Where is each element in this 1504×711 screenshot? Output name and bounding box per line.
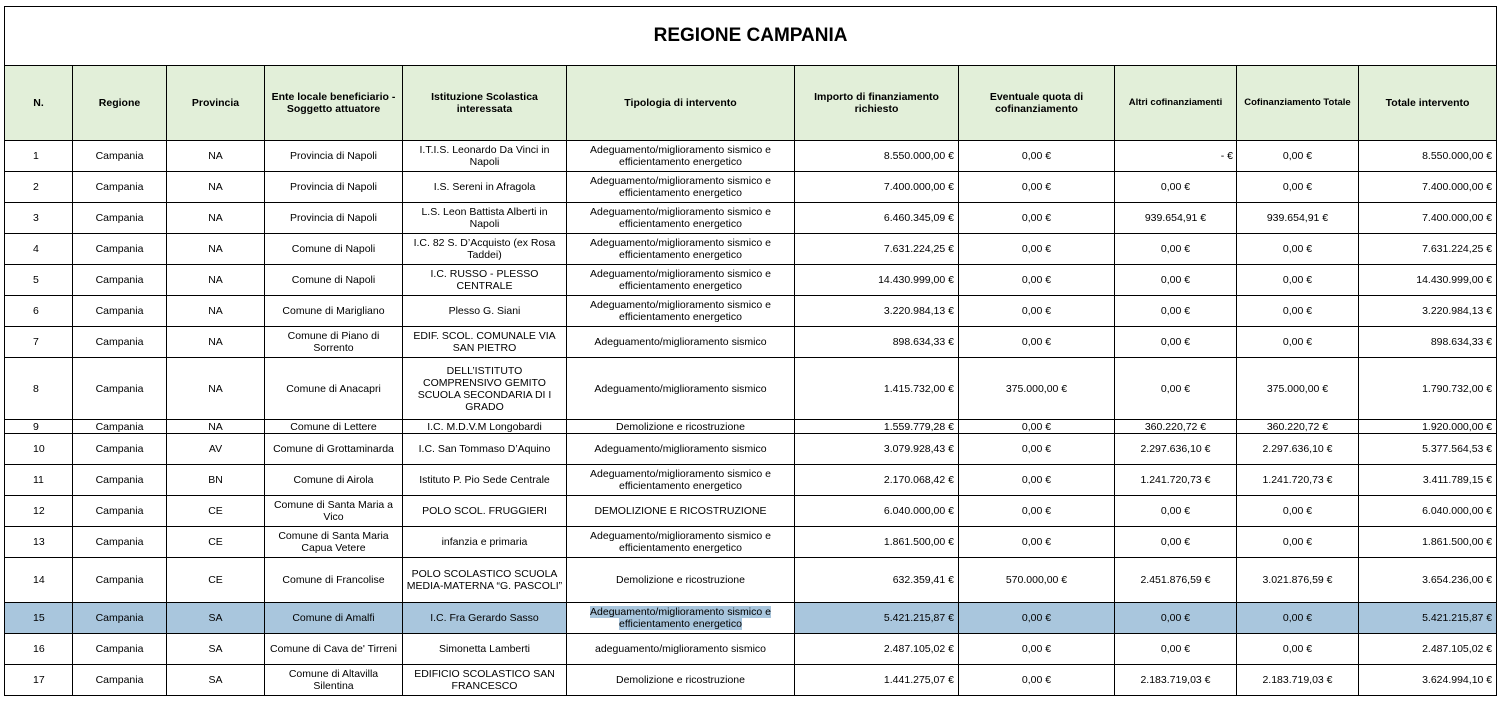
cell-provincia[interactable]: NA xyxy=(167,327,265,358)
cell-regione[interactable]: Campania xyxy=(73,465,167,496)
cell-provincia[interactable]: NA xyxy=(167,234,265,265)
cell-quota[interactable]: 0,00 € xyxy=(959,296,1115,327)
table-row[interactable] xyxy=(5,434,1497,465)
cell-totale[interactable]: 3.654.236,00 € xyxy=(1359,558,1497,603)
cell-ente[interactable]: Comune di Napoli xyxy=(265,265,403,296)
cell-ente[interactable]: Comune di Santa Maria Capua Vetere xyxy=(265,527,403,558)
cell-ente[interactable]: Provincia di Napoli xyxy=(265,141,403,172)
cell-regione[interactable]: Campania xyxy=(73,234,167,265)
cell-istituzione[interactable]: I.C. San Tommaso D’Aquino xyxy=(403,434,567,465)
table-row[interactable] xyxy=(5,420,1497,434)
cell-regione[interactable]: Campania xyxy=(73,558,167,603)
cell-tipologia[interactable]: DEMOLIZIONE E RICOSTRUZIONE xyxy=(567,496,795,527)
cell-altri[interactable]: 1.241.720,73 € xyxy=(1115,465,1237,496)
cell-altri[interactable]: 0,00 € xyxy=(1115,234,1237,265)
cell-n[interactable]: 4 xyxy=(5,234,73,265)
cell-n[interactable]: 3 xyxy=(5,203,73,234)
cell-istituzione[interactable]: I.S. Sereni in Afragola xyxy=(403,172,567,203)
cell-istituzione[interactable]: EDIF. SCOL. COMUNALE VIA SAN PIETRO xyxy=(403,327,567,358)
cell-provincia[interactable]: CE xyxy=(167,527,265,558)
cell-n[interactable]: 8 xyxy=(5,358,73,420)
cell-totale[interactable]: 3.624.994,10 € xyxy=(1359,665,1497,696)
cell-importo[interactable]: 14.430.999,00 € xyxy=(795,265,959,296)
cell-provincia[interactable]: BN xyxy=(167,465,265,496)
cell-altri[interactable]: 0,00 € xyxy=(1115,603,1237,634)
cell-istituzione[interactable]: Istituto P. Pio Sede Centrale xyxy=(403,465,567,496)
cell-importo[interactable]: 1.861.500,00 € xyxy=(795,527,959,558)
cell-ente[interactable]: Comune di Lettere xyxy=(265,420,403,434)
cell-provincia[interactable]: SA xyxy=(167,603,265,634)
cell-regione[interactable]: Campania xyxy=(73,434,167,465)
cell-importo[interactable]: 898.634,33 € xyxy=(795,327,959,358)
cell-ente[interactable]: Comune di Santa Maria a Vico xyxy=(265,496,403,527)
cell-n[interactable]: 6 xyxy=(5,296,73,327)
cell-ente[interactable]: Comune di Francolise xyxy=(265,558,403,603)
cell-importo[interactable]: 8.550.000,00 € xyxy=(795,141,959,172)
table-body xyxy=(5,141,1497,696)
cell-ente[interactable]: Comune di Altavilla Silentina xyxy=(265,665,403,696)
cell-cofin-tot[interactable]: 360.220,72 € xyxy=(1237,420,1359,434)
header-ente: Ente locale beneficiario - Soggetto attuatore xyxy=(265,66,403,141)
cell-importo[interactable]: 1.441.275,07 € xyxy=(795,665,959,696)
cell-provincia[interactable]: NA xyxy=(167,203,265,234)
cell-n[interactable]: 14 xyxy=(5,558,73,603)
cell-ente[interactable]: Comune di Napoli xyxy=(265,234,403,265)
cell-tipologia[interactable]: Demolizione e ricostruzione xyxy=(567,665,795,696)
cell-quota[interactable]: 0,00 € xyxy=(959,634,1115,665)
cell-quota[interactable]: 0,00 € xyxy=(959,434,1115,465)
cell-altri[interactable]: 0,00 € xyxy=(1115,296,1237,327)
cell-ente[interactable]: Comune di Piano di Sorrento xyxy=(265,327,403,358)
cell-regione[interactable]: Campania xyxy=(73,420,167,434)
cell-n[interactable]: 12 xyxy=(5,496,73,527)
cell-cofin-tot[interactable]: 375.000,00 € xyxy=(1237,358,1359,420)
cell-n[interactable]: 1 xyxy=(5,141,73,172)
cell-altri[interactable]: 2.451.876,59 € xyxy=(1115,558,1237,603)
cell-regione[interactable]: Campania xyxy=(73,141,167,172)
cell-regione[interactable]: Campania xyxy=(73,496,167,527)
cell-provincia[interactable]: CE xyxy=(167,558,265,603)
cell-quota[interactable]: 375.000,00 € xyxy=(959,358,1115,420)
page-title: REGIONE CAMPANIA xyxy=(5,7,1497,66)
cell-tipologia[interactable]: Adeguamento/miglioramento sismico e efficientamento energetico xyxy=(567,141,795,172)
header-row xyxy=(5,66,1497,141)
header-regione: Regione xyxy=(73,66,167,141)
cell-cofin-tot[interactable]: 0,00 € xyxy=(1237,496,1359,527)
table-row[interactable] xyxy=(5,358,1497,420)
cell-cofin-tot[interactable]: 0,00 € xyxy=(1237,327,1359,358)
cell-n[interactable]: 17 xyxy=(5,665,73,696)
cell-provincia[interactable]: CE xyxy=(167,496,265,527)
cell-n[interactable]: 15 xyxy=(5,603,73,634)
cell-ente[interactable]: Comune di Anacapri xyxy=(265,358,403,420)
cell-altri[interactable]: 2.183.719,03 € xyxy=(1115,665,1237,696)
table-row[interactable] xyxy=(5,203,1497,234)
cell-totale[interactable]: 1.920.000,00 € xyxy=(1359,420,1497,434)
cell-quota[interactable]: 0,00 € xyxy=(959,327,1115,358)
cell-importo[interactable]: 7.400.000,00 € xyxy=(795,172,959,203)
cell-totale[interactable]: 6.040.000,00 € xyxy=(1359,496,1497,527)
cell-n[interactable]: 11 xyxy=(5,465,73,496)
cell-tipologia[interactable]: Demolizione e ricostruzione xyxy=(567,420,795,434)
cell-cofin-tot[interactable]: 2.183.719,03 € xyxy=(1237,665,1359,696)
cell-quota[interactable]: 0,00 € xyxy=(959,141,1115,172)
cell-cofin-tot[interactable]: 0,00 € xyxy=(1237,172,1359,203)
cell-importo[interactable]: 2.487.105,02 € xyxy=(795,634,959,665)
cell-altri[interactable]: 0,00 € xyxy=(1115,265,1237,296)
cell-importo[interactable]: 6.040.000,00 € xyxy=(795,496,959,527)
cell-provincia[interactable]: NA xyxy=(167,296,265,327)
cell-regione[interactable]: Campania xyxy=(73,203,167,234)
cell-ente[interactable]: Comune di Airola xyxy=(265,465,403,496)
cell-n[interactable]: 5 xyxy=(5,265,73,296)
cell-provincia[interactable]: NA xyxy=(167,420,265,434)
cell-ente[interactable]: Comune di Cava de' Tirreni xyxy=(265,634,403,665)
cell-importo[interactable]: 2.170.068,42 € xyxy=(795,465,959,496)
cell-tipologia[interactable]: Adeguamento/miglioramento sismico e efficientamento energetico xyxy=(567,265,795,296)
cell-regione[interactable]: Campania xyxy=(73,665,167,696)
cell-totale[interactable]: 5.377.564,53 € xyxy=(1359,434,1497,465)
cell-cofin-tot[interactable]: 0,00 € xyxy=(1237,603,1359,634)
cell-importo[interactable]: 1.415.732,00 € xyxy=(795,358,959,420)
table-row[interactable] xyxy=(5,527,1497,558)
cell-istituzione[interactable]: Plesso G. Siani xyxy=(403,296,567,327)
header-totale: Totale intervento xyxy=(1359,66,1497,141)
cell-istituzione[interactable]: Simonetta Lamberti xyxy=(403,634,567,665)
cell-importo[interactable]: 1.559.779,28 € xyxy=(795,420,959,434)
cell-ente[interactable]: Comune di Amalfi xyxy=(265,603,403,634)
cell-tipologia[interactable]: Adeguamento/miglioramento sismico e efficientamento energetico xyxy=(567,172,795,203)
table-row[interactable] xyxy=(5,665,1497,696)
cell-totale[interactable]: 898.634,33 € xyxy=(1359,327,1497,358)
cell-regione[interactable]: Campania xyxy=(73,265,167,296)
cell-istituzione[interactable]: POLO SCOL. FRUGGIERI xyxy=(403,496,567,527)
cell-provincia[interactable]: NA xyxy=(167,358,265,420)
cell-istituzione[interactable]: I.C. Fra Gerardo Sasso xyxy=(403,603,567,634)
cell-cofin-tot[interactable]: 0,00 € xyxy=(1237,234,1359,265)
cell-altri[interactable]: 0,00 € xyxy=(1115,172,1237,203)
cell-importo[interactable]: 7.631.224,25 € xyxy=(795,234,959,265)
cell-totale[interactable]: 1.790.732,00 € xyxy=(1359,358,1497,420)
cell-provincia[interactable]: NA xyxy=(167,265,265,296)
cell-tipologia[interactable]: Adeguamento/miglioramento sismico xyxy=(567,358,795,420)
header-provincia: Provincia xyxy=(167,66,265,141)
cell-totale[interactable]: 1.861.500,00 € xyxy=(1359,527,1497,558)
cell-cofin-tot[interactable]: 2.297.636,10 € xyxy=(1237,434,1359,465)
header-cofin-tot: Cofinanziamento Totale xyxy=(1237,66,1359,141)
cell-totale[interactable]: 5.421.215,87 € xyxy=(1359,603,1497,634)
table-row[interactable] xyxy=(5,234,1497,265)
cell-quota[interactable]: 0,00 € xyxy=(959,496,1115,527)
cell-tipologia[interactable]: Adeguamento/miglioramento sismico e efficientamento energetico xyxy=(567,527,795,558)
table-row[interactable] xyxy=(5,634,1497,665)
cell-importo[interactable]: 632.359,41 € xyxy=(795,558,959,603)
cell-tipologia[interactable]: Adeguamento/miglioramento sismico e efficientamento energetico xyxy=(567,203,795,234)
cell-importo[interactable]: 3.220.984,13 € xyxy=(795,296,959,327)
table-row[interactable] xyxy=(5,265,1497,296)
cell-n[interactable]: 13 xyxy=(5,527,73,558)
cell-totale[interactable]: 8.550.000,00 € xyxy=(1359,141,1497,172)
header-tipologia: Tipologia di intervento xyxy=(567,66,795,141)
cell-tipologia[interactable]: Adeguamento/miglioramento sismico xyxy=(567,327,795,358)
cell-provincia[interactable]: NA xyxy=(167,172,265,203)
cell-provincia[interactable]: AV xyxy=(167,434,265,465)
cell-quota[interactable]: 0,00 € xyxy=(959,527,1115,558)
cell-altri[interactable]: 0,00 € xyxy=(1115,527,1237,558)
cell-cofin-tot[interactable]: 3.021.876,59 € xyxy=(1237,558,1359,603)
cell-altri[interactable]: 939.654,91 € xyxy=(1115,203,1237,234)
cell-istituzione[interactable]: POLO SCOLASTICO SCUOLA MEDIA-MATERNA “G. PASCOLI” xyxy=(403,558,567,603)
cell-quota[interactable]: 0,00 € xyxy=(959,665,1115,696)
cell-altri[interactable]: 0,00 € xyxy=(1115,634,1237,665)
cell-regione[interactable]: Campania xyxy=(73,172,167,203)
cell-istituzione[interactable]: I.C. RUSSO - PLESSO CENTRALE xyxy=(403,265,567,296)
cell-istituzione[interactable]: I.T.I.S. Leonardo Da Vinci in Napoli xyxy=(403,141,567,172)
header-quota: Eventuale quota di cofinanziamento xyxy=(959,66,1115,141)
cell-quota[interactable]: 0,00 € xyxy=(959,265,1115,296)
cell-quota[interactable]: 0,00 € xyxy=(959,420,1115,434)
cell-n[interactable]: 2 xyxy=(5,172,73,203)
cell-totale[interactable]: 7.400.000,00 € xyxy=(1359,172,1497,203)
cell-cofin-tot[interactable]: 0,00 € xyxy=(1237,141,1359,172)
cell-totale[interactable]: 3.220.984,13 € xyxy=(1359,296,1497,327)
cell-ente[interactable]: Provincia di Napoli xyxy=(265,203,403,234)
cell-quota[interactable]: 0,00 € xyxy=(959,603,1115,634)
cell-quota[interactable]: 570.000,00 € xyxy=(959,558,1115,603)
cell-n[interactable]: 7 xyxy=(5,327,73,358)
cell-altri[interactable] xyxy=(1115,141,1237,172)
cell-istituzione[interactable]: I.C. M.D.V.M Longobardi xyxy=(403,420,567,434)
cell-ente[interactable]: Comune di Grottaminarda xyxy=(265,434,403,465)
cell-regione[interactable]: Campania xyxy=(73,527,167,558)
cell-quota[interactable]: 0,00 € xyxy=(959,234,1115,265)
cell-istituzione[interactable]: DELL’ISTITUTO COMPRENSIVO GEMITO SCUOLA SECONDARIA DI I GRADO xyxy=(403,358,567,420)
table-row[interactable] xyxy=(5,465,1497,496)
cell-tipologia[interactable]: Adeguamento/miglioramento sismico e efficientamento energetico xyxy=(567,296,795,327)
cell-cofin-tot[interactable]: 0,00 € xyxy=(1237,265,1359,296)
cell-totale[interactable]: 2.487.105,02 € xyxy=(1359,634,1497,665)
cell-totale[interactable]: 14.430.999,00 € xyxy=(1359,265,1497,296)
cell-totale[interactable]: 3.411.789,15 € xyxy=(1359,465,1497,496)
cell-istituzione[interactable]: I.C. 82 S. D’Acquisto (ex Rosa Taddei) xyxy=(403,234,567,265)
cell-cofin-tot[interactable]: 0,00 € xyxy=(1237,296,1359,327)
cell-importo[interactable]: 3.079.928,43 € xyxy=(795,434,959,465)
cell-n[interactable]: 16 xyxy=(5,634,73,665)
highlighted-text: Adeguamento/miglioramento sismico e efficientamento energetico xyxy=(590,606,771,630)
cell-quota[interactable]: 0,00 € xyxy=(959,203,1115,234)
cell-importo[interactable]: 5.421.215,87 € xyxy=(795,603,959,634)
header-n: N. xyxy=(5,66,73,141)
cell-tipologia[interactable] xyxy=(567,603,795,634)
cell-istituzione[interactable]: L.S. Leon Battista Alberti in Napoli xyxy=(403,203,567,234)
cell-cofin-tot[interactable]: 1.241.720,73 € xyxy=(1237,465,1359,496)
header-importo: Importo di finanziamento richiesto xyxy=(795,66,959,141)
cell-n[interactable]: 9 xyxy=(5,420,73,434)
header-istituzione: Istituzione Scolastica interessata xyxy=(403,66,567,141)
cell-provincia[interactable]: SA xyxy=(167,634,265,665)
cell-cofin-tot[interactable]: 0,00 € xyxy=(1237,634,1359,665)
cell-importo[interactable]: 6.460.345,09 € xyxy=(795,203,959,234)
cell-regione[interactable]: Campania xyxy=(73,634,167,665)
cell-totale[interactable]: 7.400.000,00 € xyxy=(1359,203,1497,234)
table-row[interactable] xyxy=(5,558,1497,603)
cell-regione[interactable]: Campania xyxy=(73,603,167,634)
cell-regione[interactable]: Campania xyxy=(73,296,167,327)
table-row[interactable] xyxy=(5,141,1497,172)
funding-table xyxy=(4,6,1497,696)
cell-provincia[interactable]: SA xyxy=(167,665,265,696)
cell-tipologia[interactable]: Adeguamento/miglioramento sismico xyxy=(567,434,795,465)
cell-altri[interactable]: 2.297.636,10 € xyxy=(1115,434,1237,465)
cell-tipologia[interactable]: Adeguamento/miglioramento sismico e efficientamento energetico xyxy=(567,234,795,265)
cell-altri[interactable]: 0,00 € xyxy=(1115,496,1237,527)
cell-regione[interactable]: Campania xyxy=(73,327,167,358)
cell-istituzione[interactable]: infanzia e primaria xyxy=(403,527,567,558)
cell-quota[interactable]: 0,00 € xyxy=(959,172,1115,203)
cell-ente[interactable]: Comune di Marigliano xyxy=(265,296,403,327)
cell-provincia[interactable]: NA xyxy=(167,141,265,172)
cell-regione[interactable]: Campania xyxy=(73,358,167,420)
dash-value: - € xyxy=(1220,150,1233,162)
cell-altri[interactable]: 0,00 € xyxy=(1115,327,1237,358)
cell-altri[interactable]: 0,00 € xyxy=(1115,358,1237,420)
header-altri: Altri cofinanziamenti xyxy=(1115,66,1237,141)
cell-tipologia[interactable]: adeguamento/miglioramento sismico xyxy=(567,634,795,665)
table-row[interactable] xyxy=(5,496,1497,527)
table-row[interactable] xyxy=(5,296,1497,327)
cell-quota[interactable]: 0,00 € xyxy=(959,465,1115,496)
cell-cofin-tot[interactable]: 0,00 € xyxy=(1237,527,1359,558)
cell-tipologia[interactable]: Demolizione e ricostruzione xyxy=(567,558,795,603)
spreadsheet xyxy=(4,6,1496,696)
cell-tipologia[interactable]: Adeguamento/miglioramento sismico e efficientamento energetico xyxy=(567,465,795,496)
cell-totale[interactable]: 7.631.224,25 € xyxy=(1359,234,1497,265)
cell-altri[interactable]: 360.220,72 € xyxy=(1115,420,1237,434)
cell-istituzione[interactable]: EDIFICIO SCOLASTICO SAN FRANCESCO xyxy=(403,665,567,696)
table-row[interactable] xyxy=(5,603,1497,634)
cell-n[interactable]: 10 xyxy=(5,434,73,465)
cell-cofin-tot[interactable]: 939.654,91 € xyxy=(1237,203,1359,234)
table-row[interactable] xyxy=(5,172,1497,203)
table-row[interactable] xyxy=(5,327,1497,358)
cell-ente[interactable]: Provincia di Napoli xyxy=(265,172,403,203)
